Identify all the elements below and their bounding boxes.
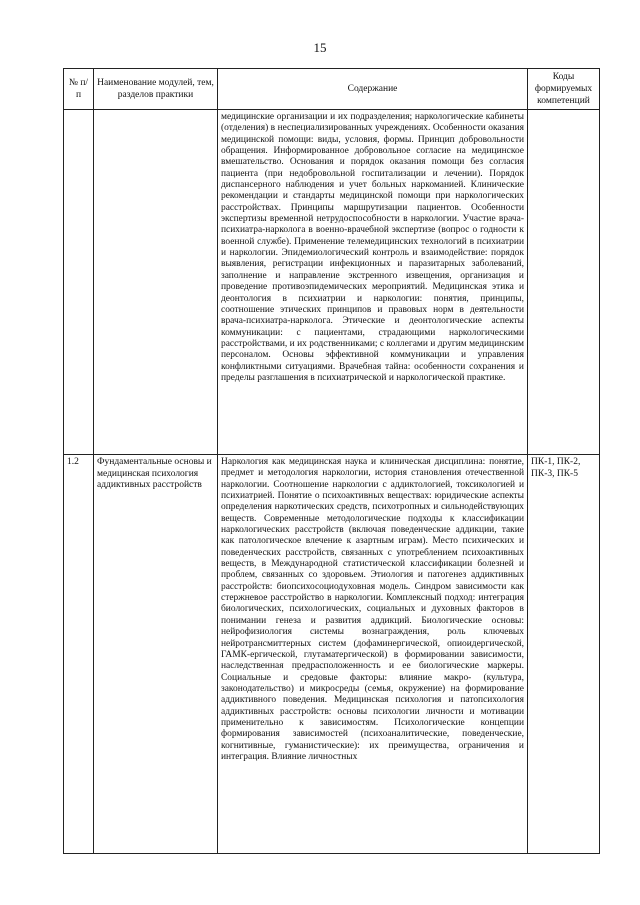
row-competencies: ПК-1, ПК-2, ПК-3, ПК-5 [528, 455, 600, 854]
page-number: 15 [313, 40, 327, 55]
row-name [94, 110, 218, 455]
header-content: Содержание [218, 69, 528, 110]
table-row [64, 455, 600, 854]
header-num: № п/п [64, 69, 94, 110]
curriculum-table [63, 68, 600, 854]
row-competencies [528, 110, 600, 455]
row-content: медицинские организации и их подразделения; наркологические кабинеты (отделения) в неспециализированных учреждениях. Особенности оказания медицинской помощи: виды, условия, формы. Принцип добровольности обращения. Информированное добровольное согласие на медицинское вмешательство. Основания и порядок оказания помощи без согласия пациента (при недобровольной госпитализации и лечении). Порядок диспансерного наблюдения и учет больных наркоманией. Клинические рекомендации и стандарты медицинской помощи при наркологических расстройствах. Принципы маршрутизации пациентов. Особенности экспертизы временной нетрудоспособности в наркологии. Участие врача-психиатра-нарколога в военно-врачебной экспертизе (вопрос о годности к военной службе). Применение телемедицинских технологий в психиатрии и наркологии. Эпидемиологический контроль и взаимодействие: порядок выявления, регистрации инфекционных и паразитарных заболеваний, заполнение и направление экстренного извещения, организация и проведение противоэпидемических мероприятий. Медицинская этика и деонтология в психиатрии и наркологии: понятия, принципы, соотношение этических принципов и правовых норм в деятельности врача-психиатра-нарколога. Этические и деонтологические аспекты коммуникации: с пациентами, страдающими наркологическими расстройствами, и их родственниками; с коллегами и другим медицинским персоналом. Основы эффективной коммуникации и управления конфликтными ситуациями. Врачебная тайна: особенности сохранения и пределы разглашения в психиатрической и наркологической практике. [218, 110, 528, 455]
table-row [64, 110, 600, 455]
row-num [64, 110, 94, 455]
row-name: Фундаментальные основы и медицинская психология аддиктивных расстройств [94, 455, 218, 854]
row-num: 1.2 [64, 455, 94, 854]
row-content: Наркология как медицинская наука и клиническая дисциплина: понятие, предмет и методология наркологии, история становления отечественной наркологии. Соотношение наркологии с аддиктологией, токсикологией и психиатрией. Понятие о психоактивных веществах: юридические аспекты определения наркотических средств, психотропных и сильнодействующих веществ. Современные методологические подходы к классификации наркологических расстройств (включая поведенческие аддикции, такие как патологическое влечение к азартным играм). Место психических и поведенческих расстройств, связанных с употреблением психоактивных веществ, в Международной статистической классификации болезней и проблем, связанных со здоровьем. Этиология и патогенез аддиктивных расстройств: биопсихосоциодуховная модель. Синдром зависимости как стержневое расстройство в наркологии. Комплексный подход: интеграция биологических, психологических, социальных и духовных факторов в понимании генеза и развития аддикций. Биологические основы: нейрофизиология системы вознаграждения, роль ключевых нейротрансмиттерных систем (дофаминергической, опиоидергической, ГАМК-ергической, глутаматергической) в формировании зависимости, наследственная предрасположенность и ее биологические маркеры. Социальные и средовые факторы: влияние макро- (культура, законодательство) и микросреды (семья, окружение) на формирование аддиктивного поведения. Медицинская психология и патопсихология аддиктивных расстройств: основы психологии личности и мотивации применительно к зависимостям. Психологические концепции формирования зависимостей (психоаналитические, поведенческие, когнитивные, гуманистические): их преимущества, ограничения и интеграция. Влияние личностных [218, 455, 528, 854]
header-competencies: Коды формируемых компетенций [528, 69, 600, 110]
header-name: Наименование модулей, тем, разделов практики [94, 69, 218, 110]
table-header-row [64, 69, 600, 110]
